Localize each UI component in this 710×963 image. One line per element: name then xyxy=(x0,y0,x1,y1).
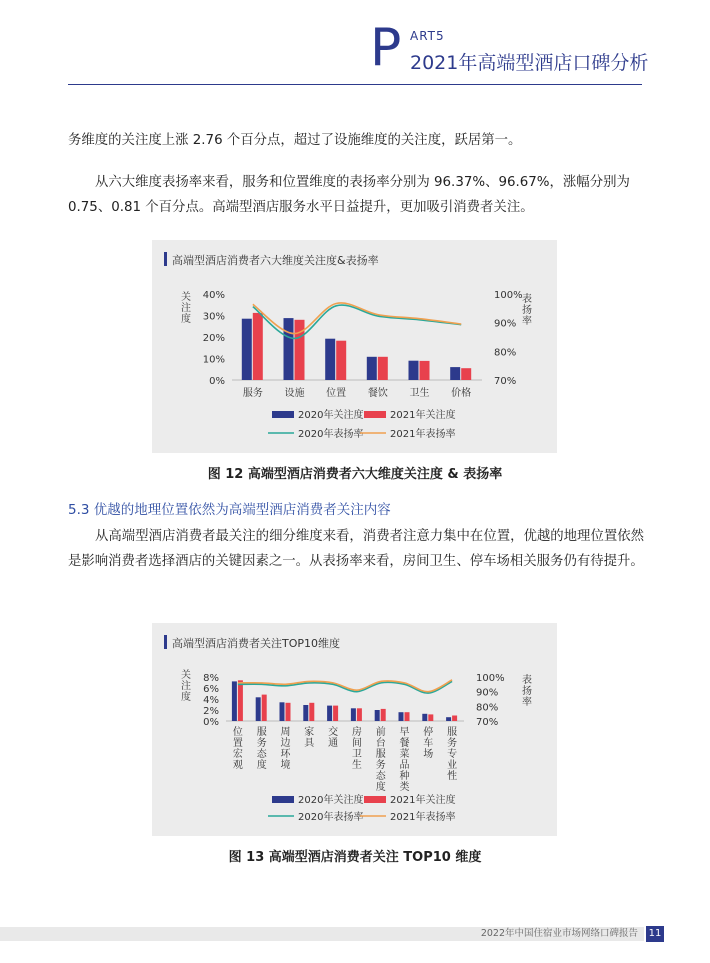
bar-2020-0 xyxy=(232,681,237,721)
x-tick-label: 服务专业性 xyxy=(447,727,458,782)
bar-2021-1 xyxy=(262,695,267,721)
paragraph-1: 务维度的关注度上涨 2.76 个百分点，超过了设施维度的关注度，跃居第一。 xyxy=(68,133,522,148)
legend-swatch-bar-2020 xyxy=(272,411,294,418)
part-letter: P xyxy=(370,18,402,78)
y-axis-title: 关注度 xyxy=(181,292,191,325)
x-tick-label: 卫生 xyxy=(409,388,430,399)
x-tick-label: 交通 xyxy=(328,727,339,749)
x-tick-label: 位置宏观 xyxy=(232,727,243,771)
y2-axis-title: 表扬率 xyxy=(522,294,532,327)
bar-2021-5 xyxy=(461,368,471,380)
footer-text: 2022年中国住宿业市场网络口碑报告 xyxy=(480,928,638,939)
legend-label: 2020年关注度 xyxy=(298,410,364,421)
legend-label: 2020年表扬率 xyxy=(298,812,364,823)
page-number: 11 xyxy=(646,926,664,942)
legend-label: 2020年关注度 xyxy=(298,795,364,806)
bar-2021-1 xyxy=(295,320,305,380)
y-tick-label: 2% xyxy=(203,706,219,717)
chart-2-panel xyxy=(152,623,557,836)
part-number: ART5 xyxy=(410,29,445,43)
bar-2021-3 xyxy=(378,357,388,380)
bar-2021-9 xyxy=(452,716,457,722)
chart-title: 高端型酒店消费者六大维度关注度&表扬率 xyxy=(172,254,379,267)
bar-2021-7 xyxy=(405,712,410,721)
bar-2020-4 xyxy=(327,706,332,721)
chart-top10-dimensions xyxy=(152,623,557,836)
x-tick-label: 早餐菜品种类 xyxy=(399,727,410,793)
bar-2021-2 xyxy=(286,703,291,721)
y2-tick-label: 70% xyxy=(494,376,517,387)
bar-2020-0 xyxy=(242,319,252,380)
bar-2020-3 xyxy=(303,705,308,721)
y-tick-label: 4% xyxy=(203,695,219,706)
page-title: 2021年高端型酒店口碑分析 xyxy=(410,52,649,74)
bar-2020-4 xyxy=(409,361,419,380)
x-tick-label: 餐饮 xyxy=(367,388,388,399)
legend-label: 2021年表扬率 xyxy=(390,812,456,823)
legend-swatch-bar-2020 xyxy=(272,796,294,803)
x-tick-label: 停车场 xyxy=(423,727,434,760)
y2-tick-label: 70% xyxy=(476,717,499,728)
y-tick-label: 6% xyxy=(203,684,219,695)
bar-2020-3 xyxy=(367,357,377,380)
bar-2020-7 xyxy=(399,712,404,721)
bar-2020-5 xyxy=(351,708,356,721)
legend-label: 2021年关注度 xyxy=(390,410,456,421)
y2-tick-label: 80% xyxy=(476,702,499,714)
y-tick-label: 20% xyxy=(202,333,225,344)
y-tick-label: 8% xyxy=(203,673,219,684)
legend-label: 2021年表扬率 xyxy=(390,429,456,440)
bar-2021-2 xyxy=(336,341,346,380)
legend-swatch-bar-2021 xyxy=(364,796,386,803)
bar-2021-8 xyxy=(428,714,433,721)
y-tick-label: 10% xyxy=(202,354,225,366)
y2-tick-label: 90% xyxy=(494,318,517,330)
x-tick-label: 服务 xyxy=(242,388,263,399)
x-tick-label: 服务态度 xyxy=(256,727,267,771)
y2-tick-label: 90% xyxy=(476,687,499,699)
bar-2021-0 xyxy=(253,313,263,380)
line-2021-praise-rate xyxy=(238,680,452,692)
x-tick-label: 价格 xyxy=(451,388,472,399)
legend-label: 2021年关注度 xyxy=(390,795,456,806)
section-heading: 5.3 优越的地理位置依然为高端型酒店消费者关注内容 xyxy=(68,502,391,518)
y2-tick-label: 100% xyxy=(494,290,523,301)
bar-2021-0 xyxy=(238,680,243,721)
bar-2020-8 xyxy=(422,714,427,721)
bar-2021-5 xyxy=(357,708,362,721)
y-tick-label: 0% xyxy=(209,376,225,387)
chart-title: 高端型酒店消费者关注TOP10维度 xyxy=(172,637,341,650)
chart-title-marker xyxy=(164,252,167,266)
chart-six-dimensions xyxy=(152,240,557,453)
bar-2020-2 xyxy=(325,339,335,380)
x-tick-label: 家具 xyxy=(304,727,315,749)
figure-13-caption: 图 13 高端型酒店消费者关注 TOP10 维度 xyxy=(228,850,482,865)
y2-axis-title: 表扬率 xyxy=(522,675,532,708)
paragraph-2: 从六大维度表扬率来看，服务和位置维度的表扬率分别为 96.37%、96.67%，涨幅分别为 0.75、0.81 个百分点。高端型酒店服务水平日益提升，更加吸引消费者关注。 xyxy=(68,175,630,215)
section-paragraph: 从高端型酒店消费者最关注的细分维度来看，消费者注意力集中在位置，优越的地理位置依然是影响消费者选择酒店的关键因素之一。从表扬率来看，房间卫生、停车场相关服务仍有待提升。 xyxy=(68,529,645,569)
x-tick-label: 房间卫生 xyxy=(351,727,362,771)
y2-tick-label: 80% xyxy=(494,347,517,359)
y-tick-label: 0% xyxy=(203,717,219,728)
x-tick-label: 前台服务态度 xyxy=(375,727,386,793)
figure-12-caption: 图 12 高端型酒店消费者六大维度关注度 & 表扬率 xyxy=(207,467,503,482)
y-tick-label: 30% xyxy=(202,311,225,323)
y2-tick-label: 100% xyxy=(476,673,505,684)
bar-2020-6 xyxy=(375,710,380,721)
chart-1-panel xyxy=(152,240,557,453)
bar-2020-9 xyxy=(446,717,451,721)
bar-2021-6 xyxy=(381,709,386,721)
bar-2020-1 xyxy=(256,697,261,721)
bar-2021-4 xyxy=(333,706,338,721)
header-divider xyxy=(68,84,642,85)
chart-title-marker xyxy=(164,635,167,649)
bar-2021-4 xyxy=(420,361,430,380)
legend-label: 2020年表扬率 xyxy=(298,429,364,440)
x-tick-label: 设施 xyxy=(284,388,305,399)
bar-2021-3 xyxy=(309,703,314,721)
bar-2020-2 xyxy=(280,702,285,721)
bar-2020-5 xyxy=(450,367,460,380)
x-tick-label: 位置 xyxy=(326,388,347,399)
bar-2020-1 xyxy=(284,318,294,380)
y-axis-title: 关注度 xyxy=(181,670,191,703)
y-tick-label: 40% xyxy=(202,290,225,301)
legend-swatch-bar-2021 xyxy=(364,411,386,418)
x-tick-label: 周边环境 xyxy=(280,727,291,771)
